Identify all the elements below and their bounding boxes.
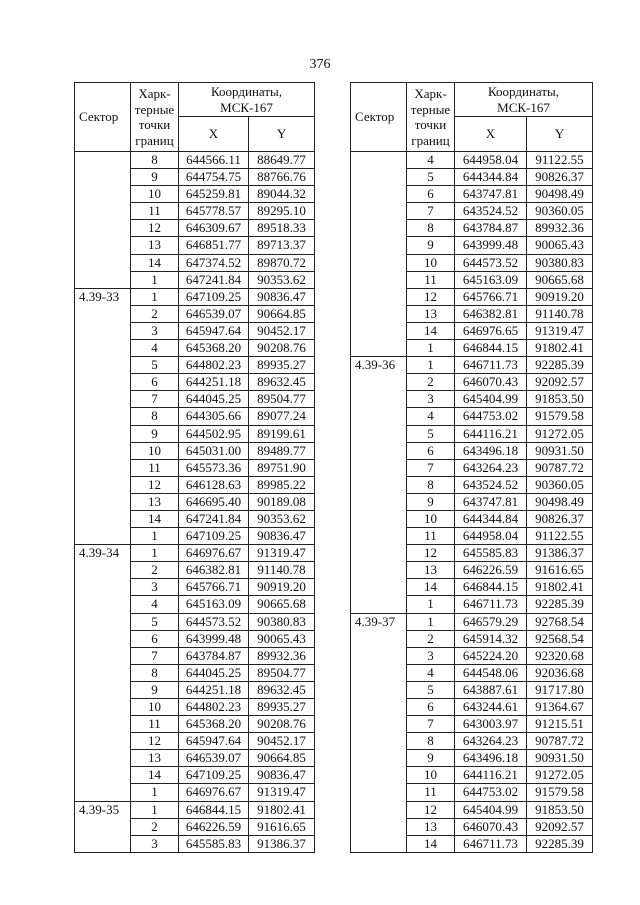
point-number-cell: 4 [407, 152, 455, 169]
y-coordinate-cell: 91386.37 [527, 545, 593, 562]
y-coordinate-cell: 90208.76 [249, 340, 315, 357]
x-coordinate-cell: 646695.40 [179, 493, 249, 510]
point-number-cell: 10 [131, 699, 179, 716]
x-coordinate-cell: 646226.59 [455, 562, 527, 579]
header-sector: Сектор [351, 83, 407, 152]
point-number-cell: 3 [407, 647, 455, 664]
x-coordinate-cell: 645404.99 [455, 801, 527, 818]
y-coordinate-cell: 92285.39 [527, 835, 593, 852]
y-coordinate-cell: 89518.33 [249, 220, 315, 237]
y-coordinate-cell: 90664.85 [249, 305, 315, 322]
x-coordinate-cell: 645368.20 [179, 716, 249, 733]
point-number-cell: 1 [131, 528, 179, 545]
x-coordinate-cell: 645766.71 [455, 288, 527, 305]
table-row [351, 357, 593, 374]
header-coordinate-system: МСК-167 [220, 99, 273, 115]
coordinates-table-right [350, 82, 593, 853]
x-coordinate-cell: 647374.52 [179, 254, 249, 271]
x-coordinate-cell: 644958.04 [455, 528, 527, 545]
sector-cell: 4.39-33 [75, 288, 131, 544]
header-coordinate-system: МСК-167 [497, 99, 550, 115]
header-sector: Сектор [75, 83, 131, 152]
y-coordinate-cell: 90836.47 [249, 288, 315, 305]
sector-cell: 4.39-37 [351, 613, 407, 852]
x-coordinate-cell: 646711.73 [455, 357, 527, 374]
point-number-cell: 13 [407, 818, 455, 835]
x-coordinate-cell: 644753.02 [455, 784, 527, 801]
point-number-cell: 6 [131, 374, 179, 391]
x-coordinate-cell: 644116.21 [455, 767, 527, 784]
point-number-cell: 1 [131, 801, 179, 818]
point-number-cell: 3 [131, 579, 179, 596]
x-coordinate-cell: 644344.84 [455, 169, 527, 186]
point-number-cell: 14 [407, 835, 455, 852]
y-coordinate-cell: 90498.49 [527, 186, 593, 203]
y-coordinate-cell: 89044.32 [249, 186, 315, 203]
x-coordinate-cell: 645585.83 [179, 835, 249, 852]
x-coordinate-cell: 644251.18 [179, 374, 249, 391]
header-points-line: терные [134, 101, 175, 117]
x-coordinate-cell: 644573.52 [179, 613, 249, 630]
y-coordinate-cell: 91319.47 [249, 545, 315, 562]
y-coordinate-cell: 90931.50 [527, 750, 593, 767]
x-coordinate-cell: 643747.81 [455, 186, 527, 203]
x-coordinate-cell: 645947.64 [179, 733, 249, 750]
y-coordinate-cell: 90065.43 [249, 630, 315, 647]
point-number-cell: 7 [407, 716, 455, 733]
point-number-cell: 12 [407, 288, 455, 305]
x-coordinate-cell: 646844.15 [455, 340, 527, 357]
header-points-line: точки [414, 117, 447, 132]
x-coordinate-cell: 647241.84 [179, 510, 249, 527]
point-number-cell: 3 [407, 391, 455, 408]
point-number-cell: 12 [131, 220, 179, 237]
sector-cell [75, 152, 131, 289]
y-coordinate-cell: 90836.47 [249, 528, 315, 545]
y-coordinate-cell: 91140.78 [527, 305, 593, 322]
point-number-cell: 7 [131, 391, 179, 408]
y-coordinate-cell: 92768.54 [527, 613, 593, 630]
x-coordinate-cell: 644753.02 [455, 408, 527, 425]
point-number-cell: 10 [407, 767, 455, 784]
point-number-cell: 6 [407, 442, 455, 459]
y-coordinate-cell: 92092.57 [527, 374, 593, 391]
x-coordinate-cell: 646711.73 [455, 596, 527, 613]
x-coordinate-cell: 645585.83 [455, 545, 527, 562]
y-coordinate-cell: 91122.55 [527, 152, 593, 169]
point-number-cell: 5 [407, 681, 455, 698]
point-number-cell: 12 [131, 476, 179, 493]
x-coordinate-cell: 643496.18 [455, 750, 527, 767]
point-number-cell: 9 [131, 169, 179, 186]
sector-cell: 4.39-36 [351, 357, 407, 613]
y-coordinate-cell: 90664.85 [249, 750, 315, 767]
x-coordinate-cell: 645947.64 [179, 322, 249, 339]
x-coordinate-cell: 644958.04 [455, 152, 527, 169]
header-points-line: терные [410, 101, 451, 117]
point-number-cell: 1 [131, 545, 179, 562]
x-coordinate-cell: 646128.63 [179, 476, 249, 493]
x-coordinate-cell: 646070.43 [455, 374, 527, 391]
x-coordinate-cell: 644251.18 [179, 681, 249, 698]
point-number-cell: 5 [407, 169, 455, 186]
point-number-cell: 6 [407, 186, 455, 203]
x-coordinate-cell: 645224.20 [455, 647, 527, 664]
x-coordinate-cell: 643999.48 [455, 237, 527, 254]
y-coordinate-cell: 89077.24 [249, 408, 315, 425]
y-coordinate-cell: 91616.65 [249, 818, 315, 835]
x-coordinate-cell: 645259.81 [179, 186, 249, 203]
x-coordinate-cell: 646309.67 [179, 220, 249, 237]
header-coordinates [455, 83, 593, 117]
point-number-cell: 9 [131, 425, 179, 442]
x-coordinate-cell: 644305.66 [179, 408, 249, 425]
y-coordinate-cell: 92320.68 [527, 647, 593, 664]
point-number-cell: 1 [407, 357, 455, 374]
point-number-cell: 14 [131, 510, 179, 527]
y-coordinate-cell: 92285.39 [527, 596, 593, 613]
header-y: Y [249, 117, 315, 152]
x-coordinate-cell: 644116.21 [455, 425, 527, 442]
x-coordinate-cell: 644344.84 [455, 510, 527, 527]
x-coordinate-cell: 645573.36 [179, 459, 249, 476]
point-number-cell: 11 [131, 203, 179, 220]
y-coordinate-cell: 90380.83 [527, 254, 593, 271]
table-body-right [351, 152, 593, 853]
point-number-cell: 1 [407, 613, 455, 630]
x-coordinate-cell: 646382.81 [179, 562, 249, 579]
point-number-cell: 8 [407, 220, 455, 237]
point-number-cell: 7 [131, 647, 179, 664]
y-coordinate-cell: 88649.77 [249, 152, 315, 169]
x-coordinate-cell: 646851.77 [179, 237, 249, 254]
y-coordinate-cell: 91802.41 [527, 340, 593, 357]
y-coordinate-cell: 91319.47 [249, 784, 315, 801]
x-coordinate-cell: 647109.25 [179, 528, 249, 545]
x-coordinate-cell: 645766.71 [179, 579, 249, 596]
x-coordinate-cell: 647241.84 [179, 271, 249, 288]
x-coordinate-cell: 643003.97 [455, 716, 527, 733]
x-coordinate-cell: 644754.75 [179, 169, 249, 186]
header-y: Y [527, 117, 593, 152]
y-coordinate-cell: 89751.90 [249, 459, 315, 476]
x-coordinate-cell: 647109.25 [179, 767, 249, 784]
x-coordinate-cell: 643784.87 [455, 220, 527, 237]
y-coordinate-cell: 91364.67 [527, 699, 593, 716]
point-number-cell: 11 [407, 784, 455, 801]
x-coordinate-cell: 646382.81 [455, 305, 527, 322]
point-number-cell: 12 [407, 801, 455, 818]
y-coordinate-cell: 90065.43 [527, 237, 593, 254]
y-coordinate-cell: 90931.50 [527, 442, 593, 459]
point-number-cell: 5 [407, 425, 455, 442]
y-coordinate-cell: 89713.37 [249, 237, 315, 254]
sector-cell: 4.39-34 [75, 545, 131, 801]
y-coordinate-cell: 89932.36 [249, 647, 315, 664]
point-number-cell: 4 [131, 340, 179, 357]
point-number-cell: 8 [131, 664, 179, 681]
y-coordinate-cell: 90665.68 [527, 271, 593, 288]
y-coordinate-cell: 91802.41 [527, 579, 593, 596]
x-coordinate-cell: 643784.87 [179, 647, 249, 664]
x-coordinate-cell: 645778.57 [179, 203, 249, 220]
y-coordinate-cell: 89870.72 [249, 254, 315, 271]
y-coordinate-cell: 90919.20 [527, 288, 593, 305]
y-coordinate-cell: 90452.17 [249, 733, 315, 750]
point-number-cell: 4 [407, 408, 455, 425]
x-coordinate-cell: 646976.67 [179, 784, 249, 801]
y-coordinate-cell: 90353.62 [249, 271, 315, 288]
y-coordinate-cell: 90353.62 [249, 510, 315, 527]
y-coordinate-cell: 91140.78 [249, 562, 315, 579]
point-number-cell: 9 [407, 493, 455, 510]
x-coordinate-cell: 644573.52 [455, 254, 527, 271]
table-body-left [75, 152, 315, 853]
y-coordinate-cell: 91215.51 [527, 716, 593, 733]
sector-cell [351, 152, 407, 357]
x-coordinate-cell: 646976.67 [179, 545, 249, 562]
point-number-cell: 4 [407, 664, 455, 681]
table-row [75, 152, 315, 169]
y-coordinate-cell: 91853.50 [527, 391, 593, 408]
y-coordinate-cell: 89935.27 [249, 699, 315, 716]
x-coordinate-cell: 644548.06 [455, 664, 527, 681]
point-number-cell: 1 [407, 340, 455, 357]
point-number-cell: 7 [407, 459, 455, 476]
x-coordinate-cell: 643496.18 [455, 442, 527, 459]
x-coordinate-cell: 645914.32 [455, 630, 527, 647]
x-coordinate-cell: 643747.81 [455, 493, 527, 510]
y-coordinate-cell: 91616.65 [527, 562, 593, 579]
point-number-cell: 8 [131, 152, 179, 169]
x-coordinate-cell: 644802.23 [179, 699, 249, 716]
point-number-cell: 11 [407, 528, 455, 545]
y-coordinate-cell: 90826.37 [527, 169, 593, 186]
point-number-cell: 10 [407, 254, 455, 271]
point-number-cell: 11 [131, 459, 179, 476]
y-coordinate-cell: 90452.17 [249, 322, 315, 339]
table-row [351, 152, 593, 169]
table-row [75, 545, 315, 562]
header-points-line: Харк- [138, 86, 171, 101]
y-coordinate-cell: 90836.47 [249, 767, 315, 784]
table-row [75, 801, 315, 818]
point-number-cell: 12 [131, 733, 179, 750]
x-coordinate-cell: 645163.09 [179, 596, 249, 613]
point-number-cell: 1 [131, 271, 179, 288]
x-coordinate-cell: 646070.43 [455, 818, 527, 835]
header-coordinates [179, 83, 315, 117]
header-points-line: Харк- [414, 86, 447, 101]
y-coordinate-cell: 89932.36 [527, 220, 593, 237]
point-number-cell: 10 [131, 186, 179, 203]
y-coordinate-cell: 91272.05 [527, 425, 593, 442]
point-number-cell: 9 [131, 681, 179, 698]
x-coordinate-cell: 646711.73 [455, 835, 527, 852]
y-coordinate-cell: 90665.68 [249, 596, 315, 613]
point-number-cell: 10 [407, 510, 455, 527]
x-coordinate-cell: 643244.61 [455, 699, 527, 716]
x-coordinate-cell: 643264.23 [455, 459, 527, 476]
point-number-cell: 2 [131, 818, 179, 835]
y-coordinate-cell: 89632.45 [249, 374, 315, 391]
point-number-cell: 9 [407, 750, 455, 767]
header-points-line: точки [138, 117, 171, 132]
header-coordinates-title: Координаты, [488, 83, 559, 99]
y-coordinate-cell: 90360.05 [527, 203, 593, 220]
point-number-cell: 14 [407, 579, 455, 596]
page-number: 376 [309, 57, 331, 72]
y-coordinate-cell: 90919.20 [249, 579, 315, 596]
y-coordinate-cell: 91386.37 [249, 835, 315, 852]
header-x: X [455, 117, 527, 152]
table-header [75, 83, 315, 152]
point-number-cell: 1 [407, 596, 455, 613]
point-number-cell: 10 [131, 442, 179, 459]
y-coordinate-cell: 89504.77 [249, 664, 315, 681]
point-number-cell: 7 [407, 203, 455, 220]
y-coordinate-cell: 89504.77 [249, 391, 315, 408]
y-coordinate-cell: 88766.76 [249, 169, 315, 186]
x-coordinate-cell: 643999.48 [179, 630, 249, 647]
point-number-cell: 12 [407, 545, 455, 562]
point-number-cell: 2 [131, 562, 179, 579]
x-coordinate-cell: 645404.99 [455, 391, 527, 408]
point-number-cell: 5 [131, 357, 179, 374]
header-points-line: границ [135, 132, 174, 148]
y-coordinate-cell: 92285.39 [527, 357, 593, 374]
point-number-cell: 4 [131, 596, 179, 613]
y-coordinate-cell: 90189.08 [249, 493, 315, 510]
header-x: X [179, 117, 249, 152]
header-boundary-points [131, 83, 179, 152]
point-number-cell: 11 [131, 716, 179, 733]
y-coordinate-cell: 91122.55 [527, 528, 593, 545]
point-number-cell: 14 [131, 254, 179, 271]
point-number-cell: 3 [131, 322, 179, 339]
y-coordinate-cell: 91853.50 [527, 801, 593, 818]
y-coordinate-cell: 92568.54 [527, 630, 593, 647]
y-coordinate-cell: 92092.57 [527, 818, 593, 835]
x-coordinate-cell: 646226.59 [179, 818, 249, 835]
header-coordinates-title: Координаты, [211, 83, 282, 99]
y-coordinate-cell: 91272.05 [527, 767, 593, 784]
x-coordinate-cell: 643524.52 [455, 476, 527, 493]
y-coordinate-cell: 90360.05 [527, 476, 593, 493]
x-coordinate-cell: 645163.09 [455, 271, 527, 288]
x-coordinate-cell: 644045.25 [179, 664, 249, 681]
y-coordinate-cell: 89295.10 [249, 203, 315, 220]
y-coordinate-cell: 89632.45 [249, 681, 315, 698]
y-coordinate-cell: 89199.61 [249, 425, 315, 442]
y-coordinate-cell: 92036.68 [527, 664, 593, 681]
y-coordinate-cell: 89985.22 [249, 476, 315, 493]
point-number-cell: 2 [131, 305, 179, 322]
point-number-cell: 1 [131, 784, 179, 801]
table-row [75, 288, 315, 305]
point-number-cell: 13 [131, 237, 179, 254]
x-coordinate-cell: 644502.95 [179, 425, 249, 442]
point-number-cell: 14 [131, 767, 179, 784]
x-coordinate-cell: 646976.65 [455, 322, 527, 339]
x-coordinate-cell: 644566.11 [179, 152, 249, 169]
point-number-cell: 6 [131, 630, 179, 647]
x-coordinate-cell: 646539.07 [179, 305, 249, 322]
point-number-cell: 2 [407, 374, 455, 391]
x-coordinate-cell: 645031.00 [179, 442, 249, 459]
x-coordinate-cell: 645368.20 [179, 340, 249, 357]
x-coordinate-cell: 643264.23 [455, 733, 527, 750]
y-coordinate-cell: 90787.72 [527, 733, 593, 750]
y-coordinate-cell: 90498.49 [527, 493, 593, 510]
y-coordinate-cell: 90380.83 [249, 613, 315, 630]
point-number-cell: 13 [407, 562, 455, 579]
point-number-cell: 13 [131, 750, 179, 767]
point-number-cell: 11 [407, 271, 455, 288]
point-number-cell: 8 [131, 408, 179, 425]
x-coordinate-cell: 643887.61 [455, 681, 527, 698]
point-number-cell: 8 [407, 733, 455, 750]
y-coordinate-cell: 91802.41 [249, 801, 315, 818]
table-header [351, 83, 593, 152]
point-number-cell: 8 [407, 476, 455, 493]
y-coordinate-cell: 89489.77 [249, 442, 315, 459]
header-points-line: границ [411, 132, 450, 148]
table-row [351, 613, 593, 630]
x-coordinate-cell: 646539.07 [179, 750, 249, 767]
point-number-cell: 2 [407, 630, 455, 647]
y-coordinate-cell: 90787.72 [527, 459, 593, 476]
y-coordinate-cell: 90826.37 [527, 510, 593, 527]
x-coordinate-cell: 646844.15 [179, 801, 249, 818]
x-coordinate-cell: 644045.25 [179, 391, 249, 408]
y-coordinate-cell: 91319.47 [527, 322, 593, 339]
point-number-cell: 9 [407, 237, 455, 254]
y-coordinate-cell: 90208.76 [249, 716, 315, 733]
sector-cell: 4.39-35 [75, 801, 131, 852]
x-coordinate-cell: 643524.52 [455, 203, 527, 220]
header-boundary-points [407, 83, 455, 152]
point-number-cell: 14 [407, 322, 455, 339]
y-coordinate-cell: 91579.58 [527, 784, 593, 801]
x-coordinate-cell: 646579.29 [455, 613, 527, 630]
coordinates-table-left [74, 82, 315, 853]
point-number-cell: 5 [131, 613, 179, 630]
y-coordinate-cell: 91717.80 [527, 681, 593, 698]
x-coordinate-cell: 644802.23 [179, 357, 249, 374]
y-coordinate-cell: 91579.58 [527, 408, 593, 425]
x-coordinate-cell: 647109.25 [179, 288, 249, 305]
x-coordinate-cell: 646844.15 [455, 579, 527, 596]
point-number-cell: 6 [407, 699, 455, 716]
point-number-cell: 3 [131, 835, 179, 852]
point-number-cell: 1 [131, 288, 179, 305]
point-number-cell: 13 [407, 305, 455, 322]
point-number-cell: 13 [131, 493, 179, 510]
y-coordinate-cell: 89935.27 [249, 357, 315, 374]
